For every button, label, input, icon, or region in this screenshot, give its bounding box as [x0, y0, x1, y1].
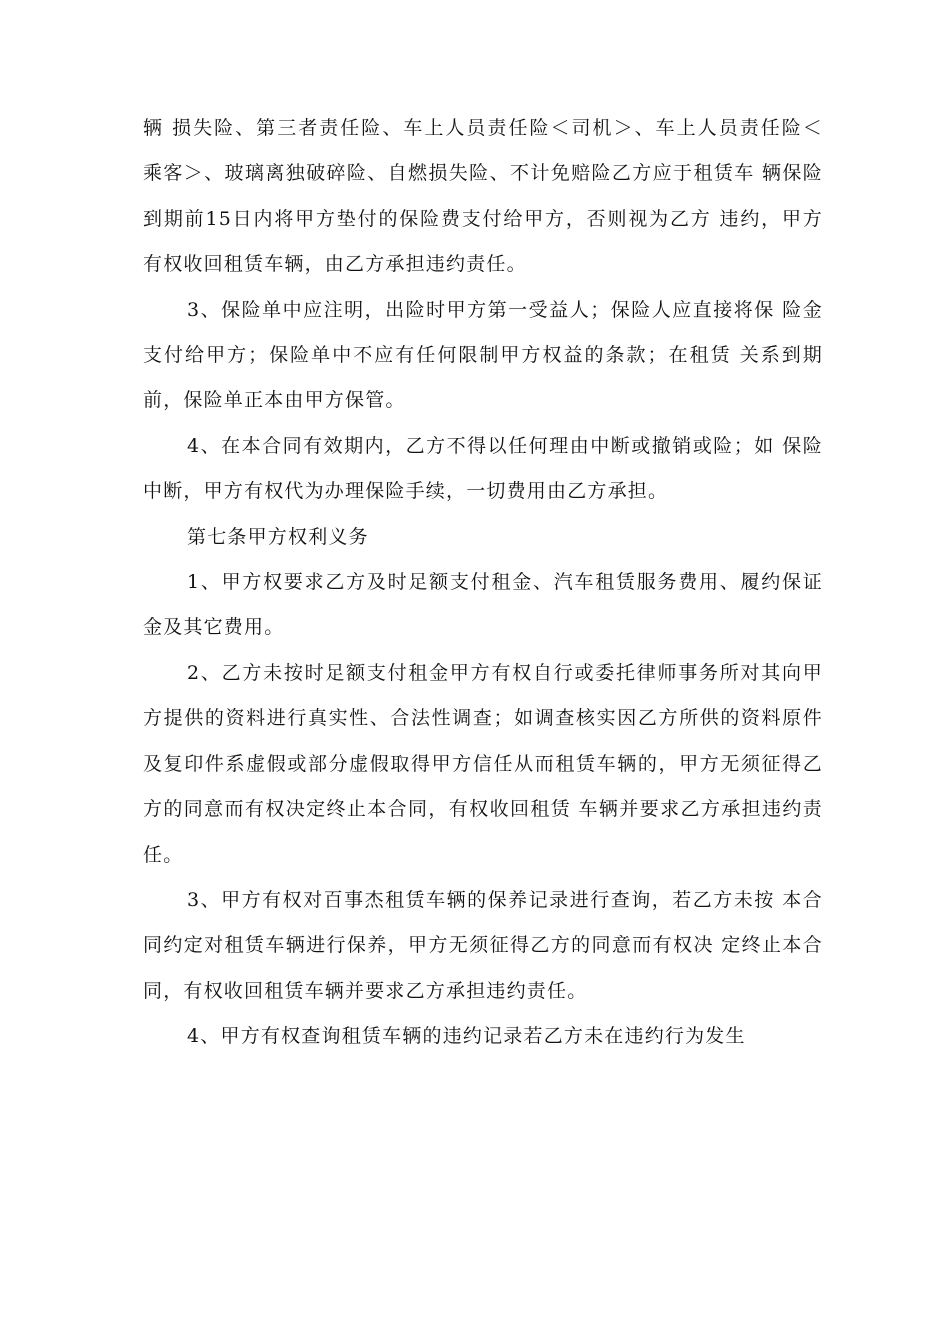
document-body: [143, 106, 823, 1060]
paragraph-lessor-right-3: 3、甲方有权对百事杰租赁车辆的保养记录进行查询，若乙方未按 本合同约定对租赁车辆进行保养，甲方无须征得乙方的同意而有权决 定终止本合同，有权收回租赁车辆并要求乙方承担违约责任。: [143, 888, 823, 1002]
section-heading-article-7: 第七条甲方权利义务: [187, 525, 369, 548]
paragraph-insurance-types: 辆 损失险、第三者责任险、车上人员责任险＜司机＞、车上人员责任险＜ 乘客＞、玻璃离独破碎险、自燃损失险、不计免赔险乙方应于租赁车 辆保险到期前15日内将甲方垫付的保险费支付给甲方，否则视为乙方 违约，甲方有权收回租赁车辆，由乙方承担违约责任。: [143, 117, 823, 276]
paragraph-lessor-right-4: 4、甲方有权查询租赁车辆的违约记录若乙方未在违约行为发生: [187, 1025, 746, 1048]
paragraph-clause-3-insurance-policy: 3、保险单中应注明，出险时甲方第一受益人；保险人应直接将保 险金支付给甲方；保险单中不应有任何限制甲方权益的条款；在租赁 关系到期前，保险单正本由甲方保管。: [143, 298, 823, 412]
paragraph-lessor-right-2: 2、乙方未按时足额支付租金甲方有权自行或委托律师事务所对其向甲方提供的资料进行真实性、合法性调查；如调查核实因乙方所供的资料原件及复印件系虚假或部分虚假取得甲方信任从而租赁车辆的，甲方无须征得乙方的同意而有权决定终止本合同，有权收回租赁 车辆并要求乙方承担违约责任。: [143, 661, 823, 866]
paragraph-lessor-right-1: 1、甲方权要求乙方及时足额支付租金、汽车租赁服务费用、履约保证金及其它费用。: [143, 571, 823, 639]
paragraph-clause-4-insurance-interruption: 4、在本合同有效期内，乙方不得以任何理由中断或撤销或险；如 保险中断，甲方有权代为办理保险手续，一切费用由乙方承担。: [143, 434, 823, 503]
